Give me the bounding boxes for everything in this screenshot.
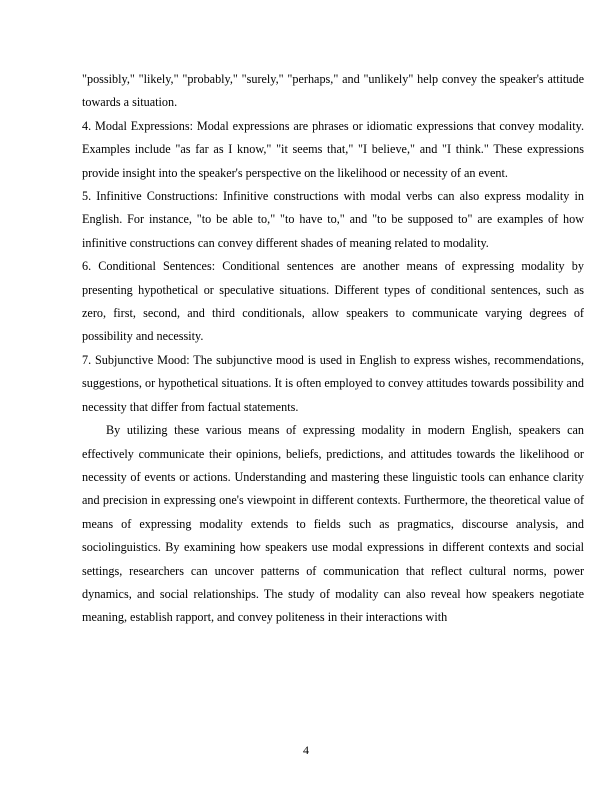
paragraph-subjunctive-mood: 7. Subjunctive Mood: The subjunctive mood is used in English to express wishes, recommendations, suggestions, or hypothetical situations. It is often employed to convey attitudes towards possibility and necessity that differ from factual statements. xyxy=(82,352,584,414)
body-text xyxy=(82,68,584,630)
paragraph-modal-expressions: 4. Modal Expressions: Modal expressions are phrases or idiomatic expressions that convey modality. Examples include "as far as I know," "it seems that," "I believe," and "I think." These expressions provide insight into the speaker's perspective on the likelihood or necessity of an event. xyxy=(82,118,584,180)
paragraph-infinitive-constructions: 5. Infinitive Constructions: Infinitive constructions with modal verbs can also express modality in English. For instance, "to be able to," "to have to," and "to be supposed to" are examples of how infinitive constructions can convey different shades of meaning related to modality. xyxy=(82,189,584,250)
paragraph-summary: By utilizing these various means of expressing modality in modern English, speakers can effectively communicate their opinions, beliefs, predictions, and attitudes towards the likelihood or necessity of events or actions. Understanding and mastering these linguistic tools can enhance clarity and precision in expressing one's viewpoint in different contexts. Furthermore, the theoretical value of means of expressing modality extends to fields such as pragmatics, discourse analysis, and sociolinguistics. By examining how speakers use modal expressions in different contexts and social settings, researchers can uncover patterns of communication that reflect cultural norms, power dynamics, and social relationships. The study of modality can also reveal how speakers negotiate meaning, establish rapport, and convey politeness in their interactions with xyxy=(82,423,584,625)
page-number: 4 xyxy=(303,743,309,757)
paragraph-conditional-sentences: 6. Conditional Sentences: Conditional sentences are another means of expressing modality by presenting hypothetical or speculative situations. Different types of conditional sentences, such as zero, first, second, and third conditionals, allow speakers to communicate varying degrees of possibility and necessity. xyxy=(82,259,584,344)
paragraph-adverbs-continuation: "possibly," "likely," "probably," "surely," "perhaps," and "unlikely" help convey the speaker's attitude towards a situation. xyxy=(82,72,584,110)
